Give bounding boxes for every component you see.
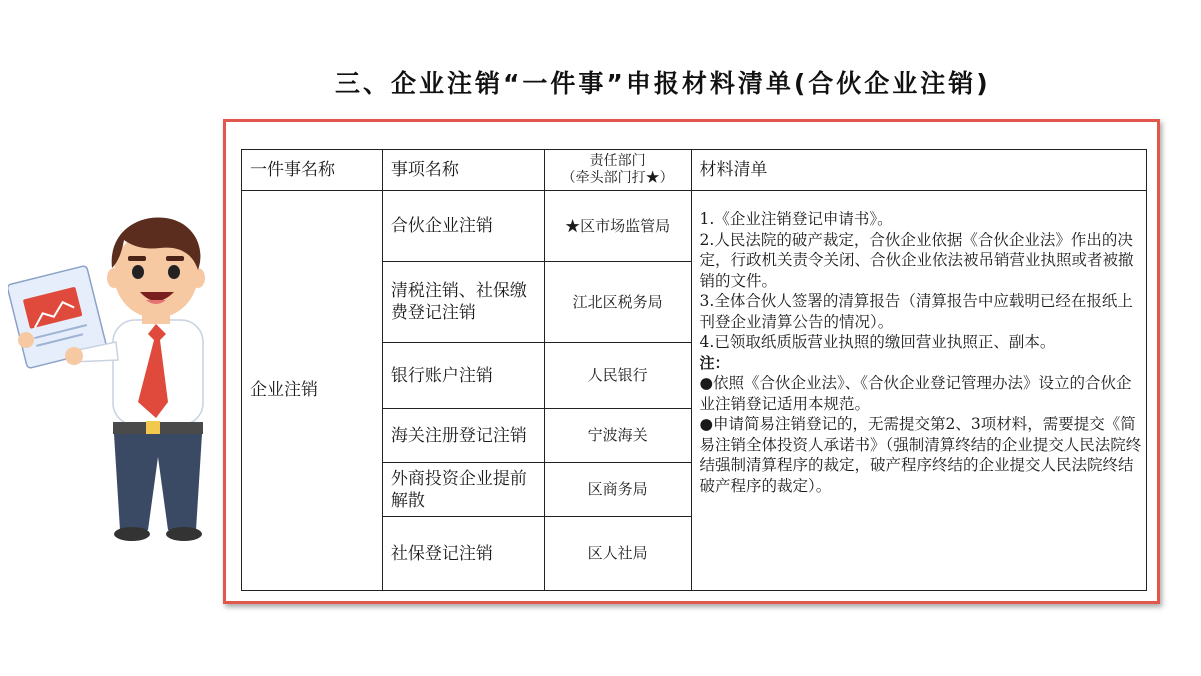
department-cell: 区商务局 <box>544 463 691 517</box>
table-header-row <box>242 150 1147 191</box>
material-item: 2.人民法院的破产裁定，合伙企业依据《合伙企业法》作出的决定，行政机关责令关闭、合伙企业依法被吊销营业执照或者被撤销的文件。 <box>699 230 1134 290</box>
note-item: ●依照《合伙企业法》、《合伙企业登记管理办法》设立的合伙企业注销登记适用本规范。 <box>699 374 1132 413</box>
page-title: 三、企业注销“一件事”申报材料清单(合伙企业注销) <box>335 69 991 98</box>
department-cell: 宁波海关 <box>544 409 691 463</box>
event-name-cell: 企业注销 <box>242 191 383 591</box>
header-materials: 材料清单 <box>691 150 1146 191</box>
header-event-name: 一件事名称 <box>242 150 383 191</box>
matter-cell: 社保登记注销 <box>382 517 544 591</box>
note-item: ●申请简易注销登记的，无需提交第2、3项材料，需要提交《简易注销全体投资人承诺书》（强制清算终结的企业提交人民法院终结强制清算程序的裁定，破产程序终结的企业提交人民法院终结破产程序的裁定）。 <box>699 415 1142 495</box>
material-item: 3.全体合伙人签署的清算报告（清算报告中应载明已经在报纸上刊登企业清算公告的情况）。 <box>699 292 1133 331</box>
header-department-line2: （牵头部门打★） <box>561 170 674 186</box>
material-item: 1.《企业注销登记申请书》。 <box>699 210 893 228</box>
header-department-line1: 责任部门 <box>589 153 646 169</box>
materials-table-frame <box>223 119 1160 604</box>
department-cell: 区人社局 <box>544 517 691 591</box>
materials-cell <box>691 191 1146 591</box>
department-cell: 人民银行 <box>544 343 691 409</box>
businessman-illustration <box>8 212 208 542</box>
department-cell: 江北区税务局 <box>544 262 691 343</box>
matter-cell: 银行账户注销 <box>382 343 544 409</box>
department-cell: ★区市场监管局 <box>544 191 691 262</box>
matter-cell: 合伙企业注销 <box>382 191 544 262</box>
matter-cell: 外商投资企业提前解散 <box>382 463 544 517</box>
table-row <box>242 191 1147 262</box>
header-matter-name: 事项名称 <box>382 150 544 191</box>
header-department <box>544 150 691 191</box>
note-label: 注： <box>699 353 730 372</box>
material-item: 4.已领取纸质版营业执照的缴回营业执照正、副本。 <box>699 333 1056 351</box>
matter-cell: 清税注销、社保缴费登记注销 <box>382 262 544 343</box>
matter-cell: 海关注册登记注销 <box>382 409 544 463</box>
materials-table <box>241 149 1147 591</box>
